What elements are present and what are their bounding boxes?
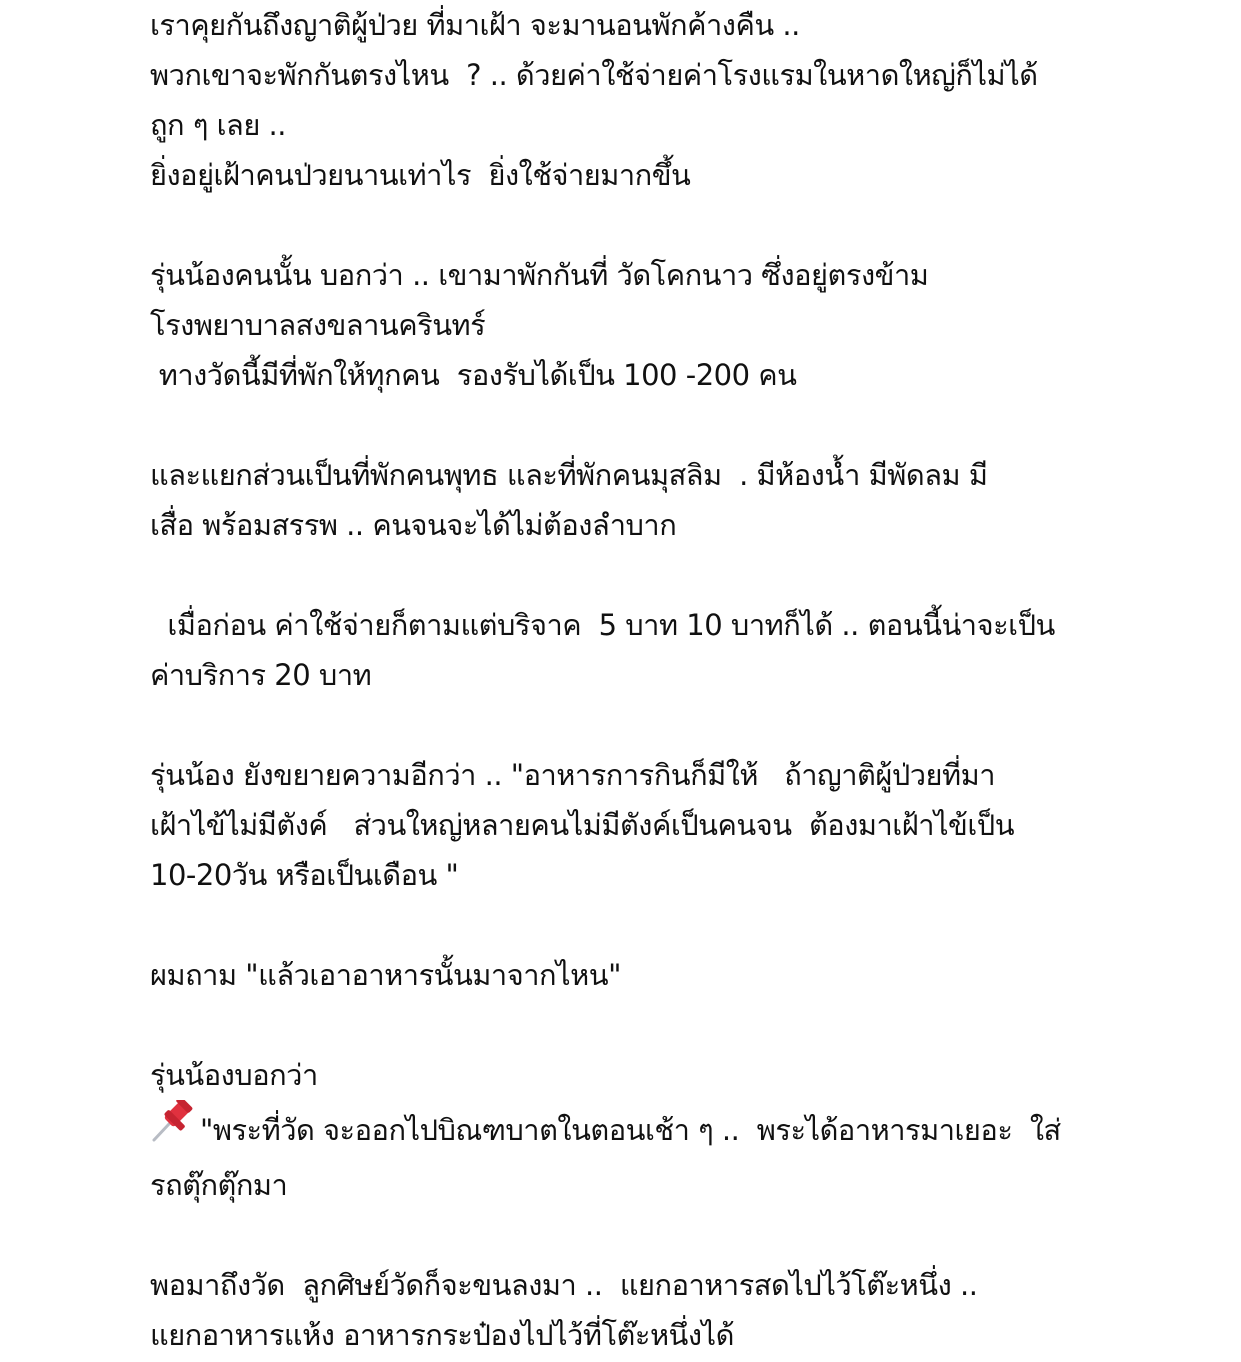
text-line: ค่าบริการ 20 บาท	[150, 658, 372, 692]
text-line: เสื่อ พร้อมสรรพ .. คนจนจะได้ไม่ต้องลำบาก	[150, 508, 677, 542]
paragraph-spacer	[150, 900, 1100, 950]
paragraph-spacer	[150, 400, 1100, 450]
paragraph-spacer	[150, 550, 1100, 600]
text-line: รุ่นน้อง ยังขยายความอีกว่า .. "อาหารการกินก็มีให้ ถ้าญาติผู้ป่วยที่มา	[150, 758, 996, 792]
text-line: ผมถาม "แล้วเอาอาหารนั้นมาจากไหน"	[150, 958, 621, 992]
text-line: รุ่นน้องบอกว่า	[150, 1058, 318, 1092]
paragraph-spacer	[150, 200, 1100, 250]
text-line: ทางวัดนี้มีที่พักให้ทุกคน รองรับได้เป็น 100 -200 คน	[150, 358, 797, 392]
text-line: เมื่อก่อน ค่าใช้จ่ายก็ตามแต่บริจาค 5 บาท 10 บาทก็ได้ .. ตอนนี้น่าจะเป็น	[150, 608, 1055, 642]
pinned-quote-line	[150, 1100, 1100, 1160]
paragraph-spacer	[150, 700, 1100, 750]
text-line: 10-20วัน หรือเป็นเดือน "	[150, 858, 459, 892]
text-line: โรงพยาบาลสงขลานครินทร์	[150, 308, 486, 342]
text-line: รุ่นน้องคนนั้น บอกว่า .. เขามาพักกันที่ วัดโคกนาว ซึ่งอยู่ตรงข้าม	[150, 258, 929, 292]
text-line: พอมาถึงวัด ลูกศิษย์วัดก็จะขนลงมา .. แยกอาหารสดไปไว้โต๊ะหนึ่ง ..	[150, 1268, 978, 1302]
pushpin-icon	[150, 1100, 194, 1140]
text-line: พวกเขาจะพักกันตรงไหน ? .. ด้วยค่าใช้จ่ายค่าโรงแรมในหาดใหญ่ก็ไม่ได้	[150, 58, 1038, 92]
text-line: รถตุ๊กตุ๊กมา	[150, 1168, 288, 1202]
text-line: "พระที่วัด จะออกไปบิณฑบาตในตอนเช้า ๆ .. พระได้อาหารมาเยอะ ใส่	[200, 1113, 1061, 1147]
text-line: เฝ้าไข้ไม่มีตังค์ ส่วนใหญ่หลายคนไม่มีตังค์เป็นคนจน ต้องมาเฝ้าไข้เป็น	[150, 808, 1015, 842]
text-line: เราคุยกันถึงญาติผู้ป่วย ที่มาเฝ้า จะมานอนพักค้างคืน ..	[150, 8, 800, 42]
text-line: ถูก ๆ เลย ..	[150, 108, 286, 142]
text-line: ยิ่งอยู่เฝ้าคนป่วยนานเท่าไร ยิ่งใช้จ่ายมากขึ้น	[150, 158, 691, 192]
paragraph-spacer	[150, 1210, 1100, 1260]
paragraph-spacer	[150, 1000, 1100, 1050]
text-line: แยกอาหารแห้ง อาหารกระป๋องไปไว้ที่โต๊ะหนึ่งได้	[150, 1318, 734, 1352]
article-body	[150, 0, 1100, 1360]
text-line: และแยกส่วนเป็นที่พักคนพุทธ และที่พักคนมุสลิม . มีห้องน้ำ มีพัดลม มี	[150, 458, 988, 492]
